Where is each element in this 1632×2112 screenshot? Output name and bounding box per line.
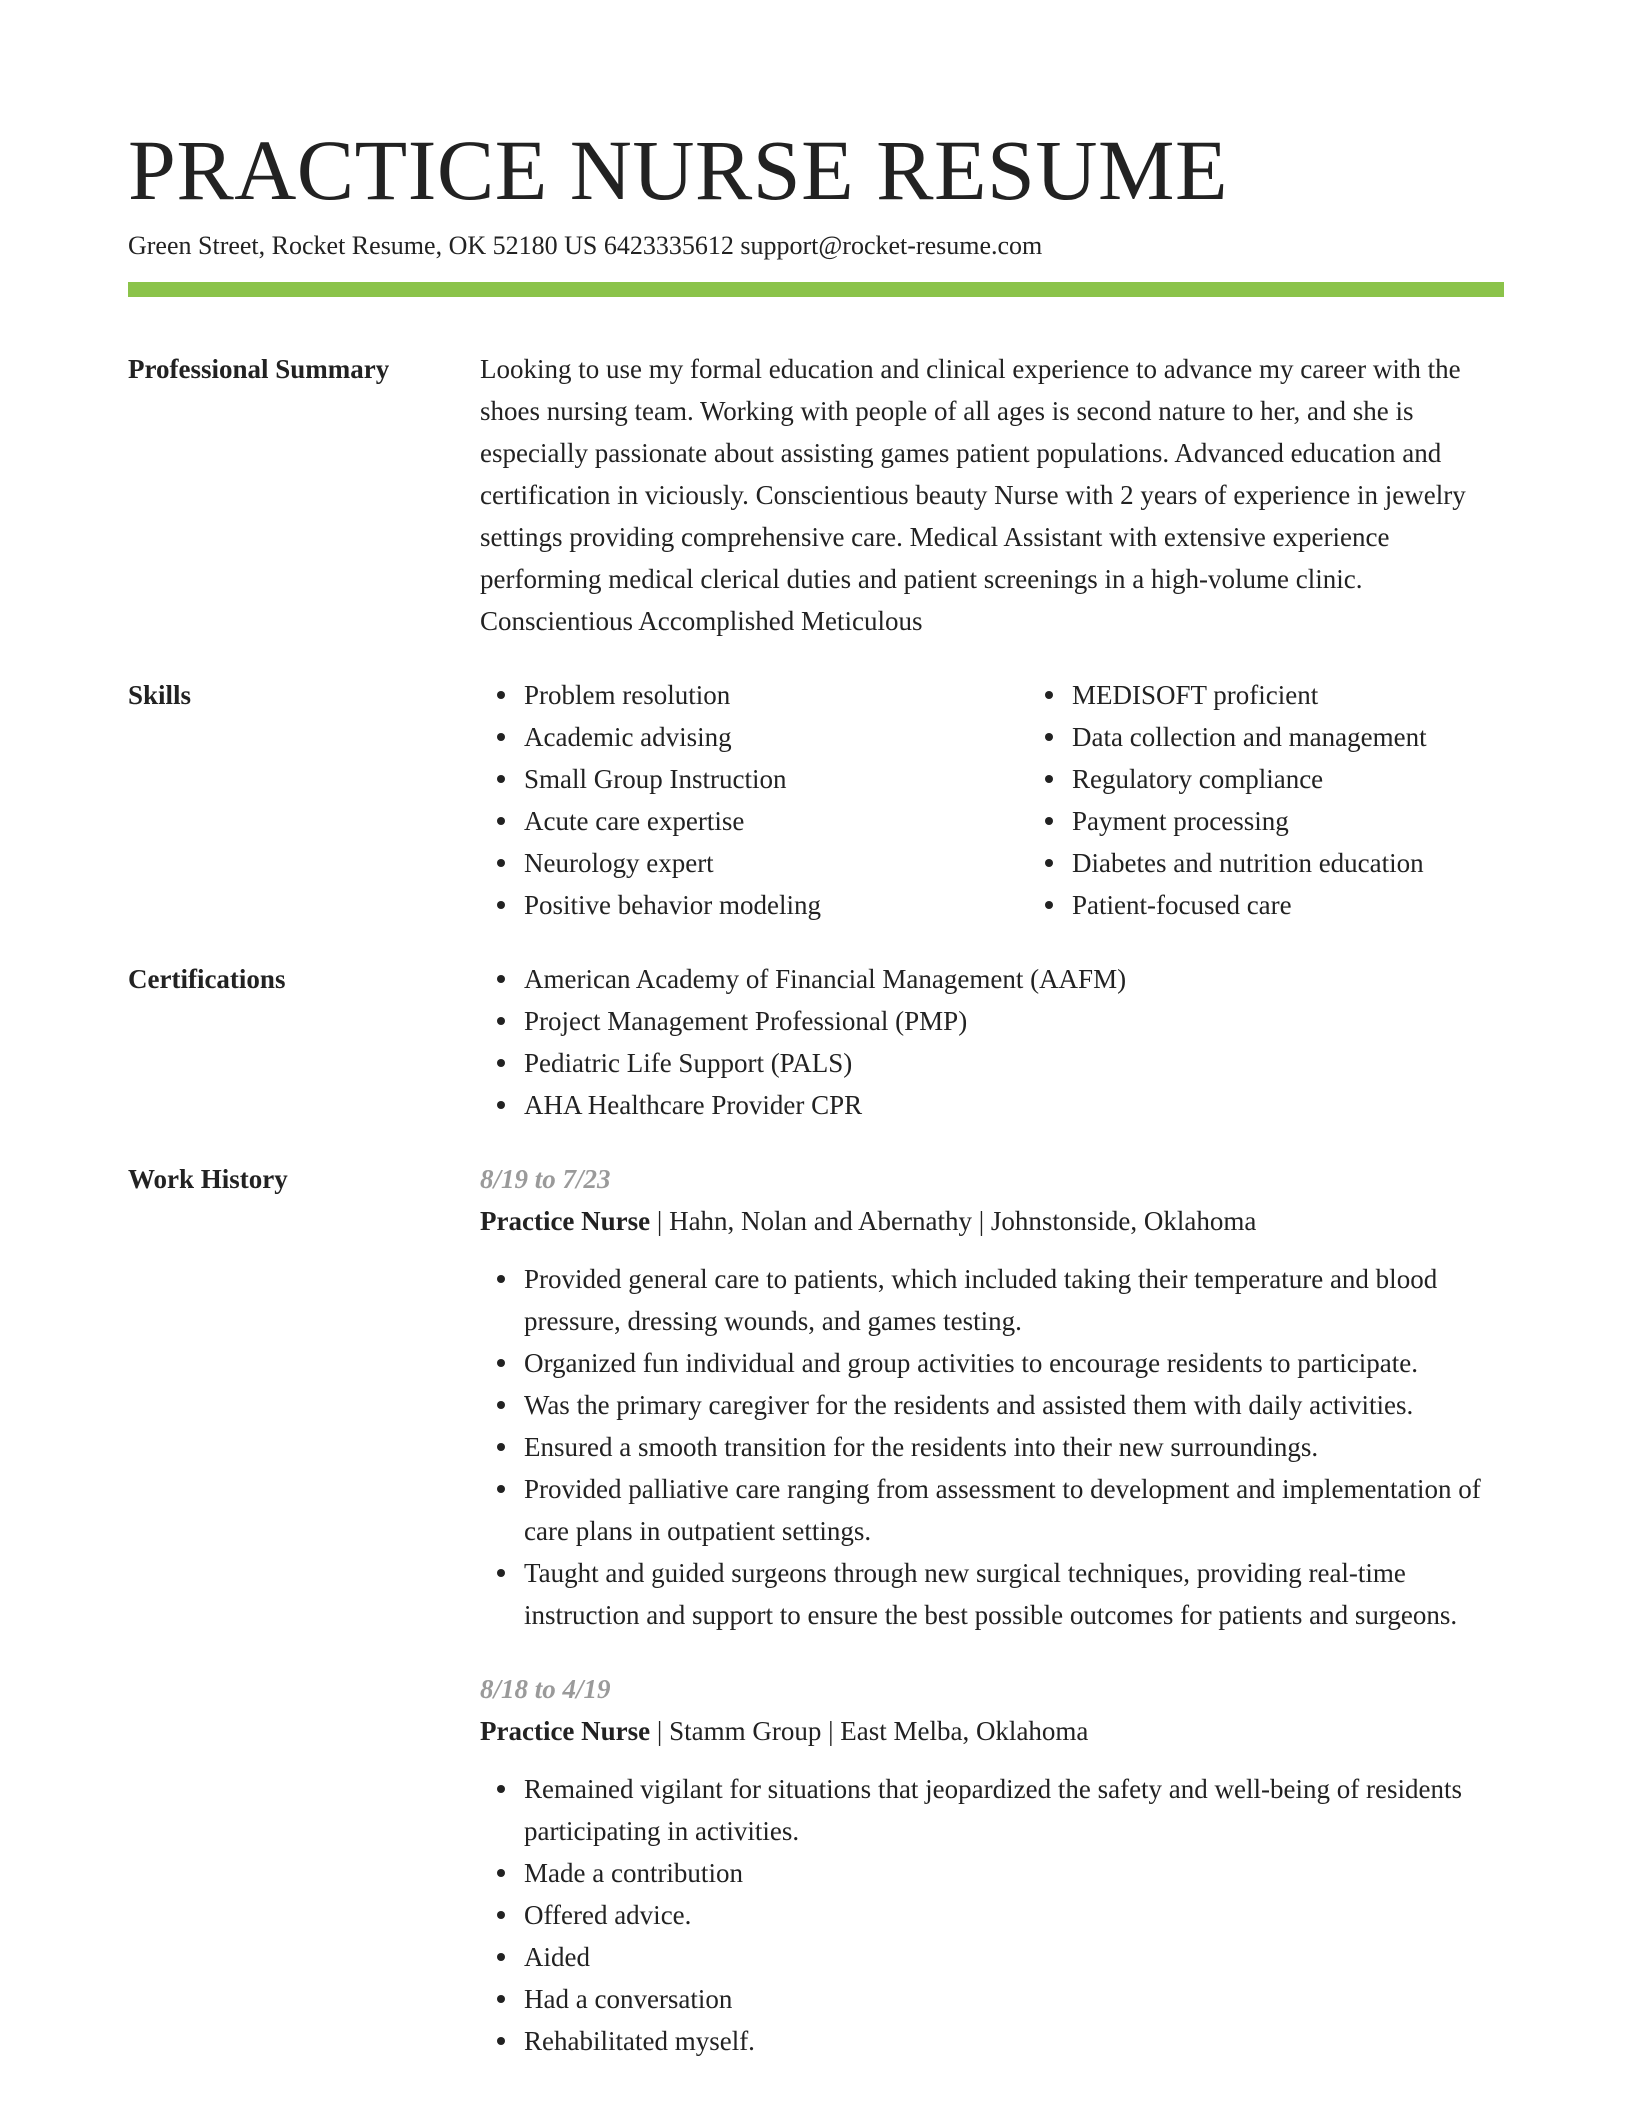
work-history-section xyxy=(128,1158,1504,2062)
job-title: Practice Nurse xyxy=(480,1716,651,1746)
skills-section xyxy=(128,674,1504,926)
job-duty-item: Remained vigilant for situations that jeopardized the safety and well-being of residents participating in activities. xyxy=(524,1768,1504,1852)
accent-divider xyxy=(128,282,1504,297)
contact-line: Green Street, Rocket Resume, OK 52180 US 6423335612 support@rocket-resume.com xyxy=(128,231,1043,260)
section-label-skills: Skills xyxy=(128,680,192,710)
skills-list-left xyxy=(480,674,1028,926)
job-duties-list xyxy=(480,1258,1504,1636)
job-duty-item: Ensured a smooth transition for the residents into their new surroundings. xyxy=(524,1426,1504,1468)
job-duty-item: Organized fun individual and group activities to encourage residents to participate. xyxy=(524,1342,1504,1384)
job-details: | Hahn, Nolan and Abernathy | Johnstonside, Oklahoma xyxy=(650,1206,1257,1236)
job-heading xyxy=(480,1200,1504,1242)
job-duty-item: Was the primary caregiver for the residents and assisted them with daily activities. xyxy=(524,1384,1504,1426)
job-title: Practice Nurse xyxy=(480,1206,651,1236)
job-duty-item: Offered advice. xyxy=(524,1894,1504,1936)
resume-title: PRACTICE NURSE RESUME xyxy=(128,122,1228,218)
job-dates: 8/18 to 4/19 xyxy=(480,1674,611,1704)
job-entry xyxy=(480,1158,1504,1636)
skill-item: Neurology expert xyxy=(524,842,1028,884)
job-details: | Stamm Group | East Melba, Oklahoma xyxy=(650,1716,1089,1746)
skill-item: Positive behavior modeling xyxy=(524,884,1028,926)
certifications-section xyxy=(128,958,1504,1126)
certification-item: AHA Healthcare Provider CPR xyxy=(524,1084,1504,1126)
job-dates: 8/19 to 7/23 xyxy=(480,1164,611,1194)
skill-item: Diabetes and nutrition education xyxy=(1072,842,1576,884)
job-entry xyxy=(480,1668,1504,2062)
skill-item: Academic advising xyxy=(524,716,1028,758)
job-duty-item: Provided general care to patients, which included taking their temperature and blood pressure, dressing wounds, and games testing. xyxy=(524,1258,1504,1342)
job-duty-item: Aided xyxy=(524,1936,1504,1978)
certification-item: Project Management Professional (PMP) xyxy=(524,1000,1504,1042)
skill-item: Small Group Instruction xyxy=(524,758,1028,800)
certification-item: Pediatric Life Support (PALS) xyxy=(524,1042,1504,1084)
job-duties-list xyxy=(480,1768,1504,2062)
section-label-summary: Professional Summary xyxy=(128,354,390,384)
summary-section xyxy=(128,348,1504,642)
skills-list-right xyxy=(1028,674,1576,926)
skill-item: Acute care expertise xyxy=(524,800,1028,842)
job-duty-item: Had a conversation xyxy=(524,1978,1504,2020)
job-duty-item: Taught and guided surgeons through new surgical techniques, providing real-time instruction and support to ensure the best possible outcomes for patients and surgeons. xyxy=(524,1552,1504,1636)
skill-item: MEDISOFT proficient xyxy=(1072,674,1576,716)
skill-item: Regulatory compliance xyxy=(1072,758,1576,800)
job-duty-item: Rehabilitated myself. xyxy=(524,2020,1504,2062)
section-label-work-history: Work History xyxy=(128,1164,288,1194)
skill-item: Data collection and management xyxy=(1072,716,1576,758)
certifications-list xyxy=(480,958,1504,1126)
skill-item: Patient-focused care xyxy=(1072,884,1576,926)
job-duty-item: Provided palliative care ranging from assessment to development and implementation of care plans in outpatient settings. xyxy=(524,1468,1504,1552)
summary-text: Looking to use my formal education and clinical experience to advance my career with the shoes nursing team. Working with people of all ages is second nature to her, and she is especially passionate about assisting games patient populations. Advanced education and certification in viciously. Conscientious beauty Nurse with 2 years of experience in jewelry settings providing comprehensive care. Medical Assistant with extensive experience performing medical clerical duties and patient screenings in a high-volume clinic. Conscientious Accomplished Meticulous xyxy=(480,354,1466,636)
job-duty-item: Made a contribution xyxy=(524,1852,1504,1894)
certification-item: American Academy of Financial Management (AAFM) xyxy=(524,958,1504,1000)
section-label-certifications: Certifications xyxy=(128,964,286,994)
skill-item: Payment processing xyxy=(1072,800,1576,842)
skill-item: Problem resolution xyxy=(524,674,1028,716)
resume-page xyxy=(128,120,1504,2062)
job-heading xyxy=(480,1710,1504,1752)
